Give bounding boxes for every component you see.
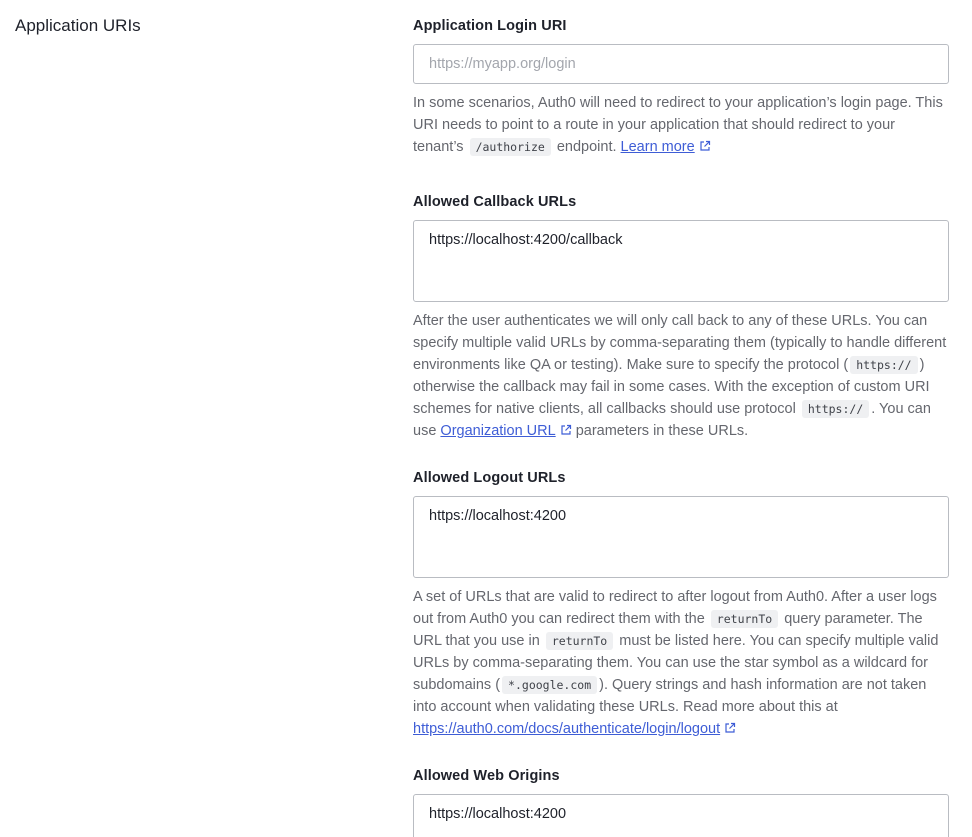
login-uri-label: Application Login URI [413,18,567,34]
learn-more-link[interactable] [621,139,695,155]
callback-urls-textarea[interactable] [413,220,949,302]
help-text: In some scenarios, Auth0 will need to redirect to your application’s login page. This URI needs to point to a route in your application that should redirect to your tenant’s [413,95,943,155]
help-text: query parameter. The URL that you use in [413,611,923,649]
help-text: parameters in these URLs. [571,423,749,439]
logout-docs-link[interactable] [413,721,720,737]
logout-urls-textarea[interactable] [413,496,949,578]
help-text: ) otherwise the callback may fail in some cases. With the exception of custom URI schemes for native clients, all callbacks should use protocol [413,357,930,417]
code-snippet: https:// [802,400,869,418]
code-snippet: returnTo [546,632,613,650]
help-text: . You can use [413,401,931,439]
logout-urls-label: Allowed Logout URLs [413,470,566,486]
logout-urls-field [413,469,949,767]
external-link-icon [699,140,711,152]
help-text: After the user authenticates we will only call back to any of these URLs. You can specify multiple valid URLs by comma-separating them (typically to handle different environments like QA or testing). Make sure to specify the protocol ( [413,313,947,373]
logout-docs-link-label: https://auth0.com/docs/authenticate/login/logout [413,721,721,737]
help-text: ). Query strings and hash information are not taken into account when validating these URLs. Read more about this at [413,677,927,715]
help-text: endpoint. [552,139,621,155]
section-title: Application URIs [15,16,141,35]
learn-more-link-label: Learn more [620,139,695,155]
external-link-icon [724,722,736,734]
organization-url-link[interactable] [440,423,555,439]
callback-urls-label: Allowed Callback URLs [413,194,577,210]
web-origins-label: Allowed Web Origins [413,768,560,784]
help-text: A set of URLs that are valid to redirect to after logout from Auth0. After a user logs out from Auth0 you can redirect them with the [413,589,937,627]
code-snippet: /authorize [470,138,551,156]
web-origins-textarea[interactable] [413,794,949,837]
code-snippet: returnTo [711,610,778,628]
callback-urls-help [413,310,949,442]
organization-url-link-label: Organization URL [440,423,556,439]
login-uri-input[interactable] [413,44,949,84]
login-uri-help [413,92,949,158]
external-link-icon [560,424,572,436]
callback-urls-field [413,193,949,469]
help-text: must be listed here. You can specify multiple valid URLs by comma-separating them. You can use the star symbol as a wildcard for subdomains ( [413,633,939,693]
web-origins-field [413,767,949,837]
code-snippet: *.google.com [502,676,597,694]
logout-urls-help [413,586,949,740]
login-uri-field [413,17,949,193]
code-snippet: https:// [850,356,917,374]
form-column [413,17,949,837]
